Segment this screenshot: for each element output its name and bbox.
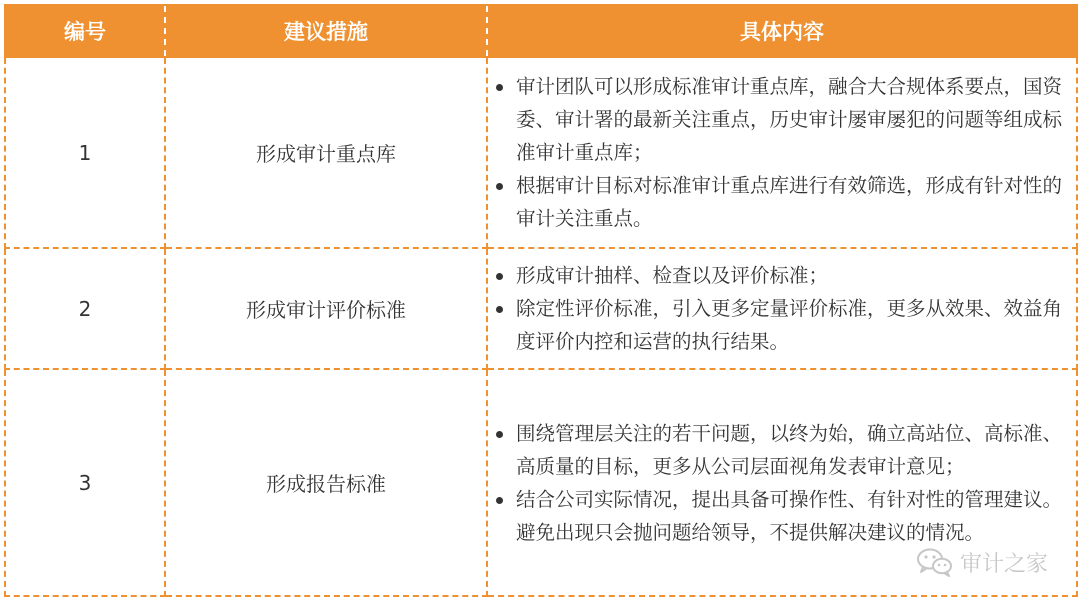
- row-number: 3: [5, 369, 165, 596]
- bullet-text: 审计团队可以形成标准审计重点库，融合大合规体系要点，国资委、审计署的最新关注重点，历史审计屡审屡犯的问题等组成标准审计重点库；: [516, 75, 1063, 164]
- row-measure: 形成审计重点库: [165, 57, 487, 248]
- bullet-item: [516, 259, 1062, 292]
- watermark: [916, 545, 1048, 579]
- bullet-item: [516, 169, 1062, 235]
- row-number: 1: [5, 57, 165, 248]
- bullet-text: 形成审计抽样、检查以及评价标准；: [516, 264, 829, 287]
- table-row: [5, 57, 1077, 248]
- wechat-icon: [916, 547, 954, 577]
- bullet-text: 结合公司实际情况，提出具备可操作性、有针对性的管理建议。避免出现只会抛问题给领导，不提供解决建议的情况。: [516, 487, 1063, 544]
- bullet-item: [516, 292, 1062, 358]
- header-number: 编号: [5, 5, 165, 57]
- table-row: [5, 248, 1077, 369]
- bullet-item: [516, 483, 1062, 549]
- recommendations-table: [4, 4, 1078, 597]
- bullet-item: [516, 417, 1062, 483]
- bullet-dot: [496, 273, 503, 280]
- bullet-item: [516, 70, 1062, 169]
- header-measure: 建议措施: [165, 5, 487, 57]
- bullet-dot: [496, 306, 503, 313]
- row-number: 2: [5, 248, 165, 369]
- bullet-text: 围绕管理层关注的若干问题，以终为始，确立高站位、高标准、高质量的目标，更多从公司层面视角发表审计意见；: [516, 421, 1063, 478]
- bullet-list: [488, 259, 1076, 358]
- watermark-text: 审计之家: [959, 551, 1048, 577]
- row-measure: 形成报告标准: [165, 369, 487, 596]
- bullet-dot: [496, 497, 503, 504]
- row-measure: 形成审计评价标准: [165, 248, 487, 369]
- bullet-dot: [496, 84, 503, 91]
- row-content: [487, 57, 1077, 248]
- bullet-dot: [496, 183, 503, 190]
- bullet-list: [488, 417, 1076, 549]
- bullet-list: [488, 70, 1076, 235]
- header-row: [5, 5, 1077, 57]
- bullet-text: 根据审计目标对标准审计重点库进行有效筛选，形成有针对性的审计关注重点。: [516, 174, 1063, 230]
- header-content: 具体内容: [487, 5, 1077, 57]
- bullet-dot: [496, 431, 503, 438]
- bullet-text: 除定性评价标准，引入更多定量评价标准，更多从效果、效益角度评价内控和运营的执行结果。: [516, 297, 1063, 353]
- row-content: [487, 248, 1077, 369]
